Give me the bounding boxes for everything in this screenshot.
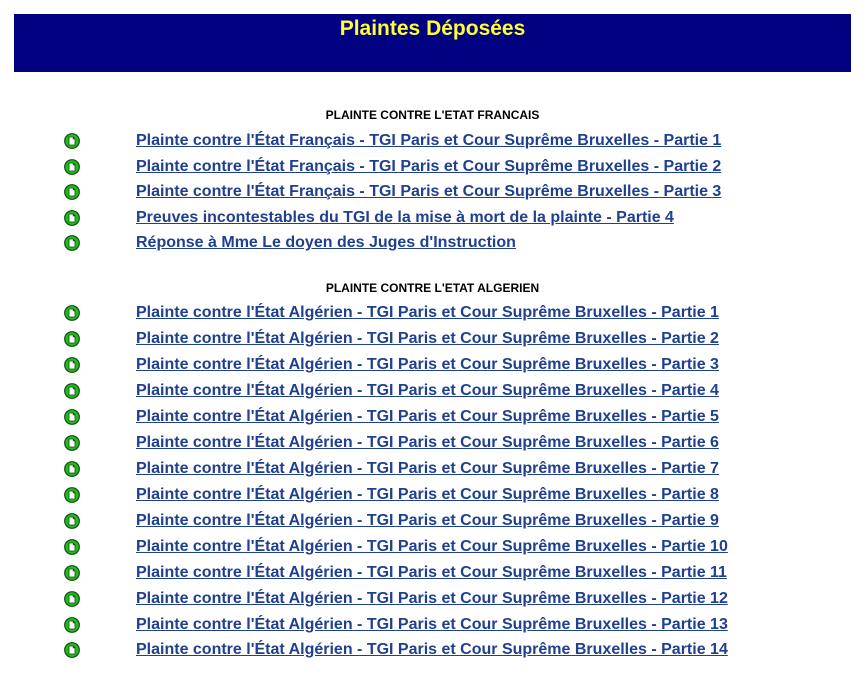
complaint-link[interactable]: Plainte contre l'État Algérien - TGI Paris et Cour Suprême Bruxelles - Partie 2 xyxy=(136,330,719,347)
complaint-link[interactable]: Plainte contre l'État Algérien - TGI Paris et Cour Suprême Bruxelles - Partie 1 xyxy=(136,304,719,321)
green-document-bullet-icon xyxy=(64,159,80,175)
list-item xyxy=(0,131,865,157)
green-document-bullet-icon xyxy=(64,331,80,347)
page-title: Plaintes Déposées xyxy=(339,17,526,40)
complaint-link[interactable]: Plainte contre l'État Algérien - TGI Paris et Cour Suprême Bruxelles - Partie 13 xyxy=(136,616,728,633)
green-document-bullet-icon xyxy=(64,305,80,321)
green-document-bullet-icon xyxy=(64,565,80,581)
green-document-bullet-icon xyxy=(64,184,80,200)
list-item xyxy=(0,459,865,485)
list-item xyxy=(0,640,865,666)
complaint-link[interactable]: Plainte contre l'État Algérien - TGI Paris et Cour Suprême Bruxelles - Partie 12 xyxy=(136,590,728,607)
complaint-link[interactable]: Plainte contre l'État Algérien - TGI Paris et Cour Suprême Bruxelles - Partie 4 xyxy=(136,382,719,399)
list-item xyxy=(0,563,865,589)
complaint-link[interactable]: Réponse à Mme Le doyen des Juges d'Instruction xyxy=(136,234,516,251)
list-item xyxy=(0,157,865,183)
list-item xyxy=(0,381,865,407)
green-document-bullet-icon xyxy=(64,383,80,399)
complaint-link[interactable]: Plainte contre l'État Algérien - TGI Paris et Cour Suprême Bruxelles - Partie 9 xyxy=(136,512,719,529)
green-document-bullet-icon xyxy=(64,591,80,607)
list-item xyxy=(0,233,865,259)
green-document-bullet-icon xyxy=(64,539,80,555)
list-item xyxy=(0,433,865,459)
header-banner xyxy=(14,14,851,72)
list-item xyxy=(0,208,865,234)
complaint-link[interactable]: Plainte contre l'État Algérien - TGI Paris et Cour Suprême Bruxelles - Partie 5 xyxy=(136,408,719,425)
complaint-link[interactable]: Plainte contre l'État Algérien - TGI Paris et Cour Suprême Bruxelles - Partie 11 xyxy=(136,564,727,581)
list-item xyxy=(0,485,865,511)
green-document-bullet-icon xyxy=(64,642,80,658)
green-document-bullet-icon xyxy=(64,513,80,529)
complaint-link[interactable]: Plainte contre l'État Algérien - TGI Paris et Cour Suprême Bruxelles - Partie 10 xyxy=(136,538,728,555)
complaint-link[interactable]: Plainte contre l'État Français - TGI Paris et Cour Suprême Bruxelles - Partie 2 xyxy=(136,158,722,175)
list-item xyxy=(0,407,865,433)
section-title: PLAINTE CONTRE L'ETAT ALGERIEN xyxy=(325,281,540,295)
green-document-bullet-icon xyxy=(64,357,80,373)
green-document-bullet-icon xyxy=(64,409,80,425)
green-document-bullet-icon xyxy=(64,133,80,149)
green-document-bullet-icon xyxy=(64,461,80,477)
list-item xyxy=(0,355,865,381)
complaint-link[interactable]: Plainte contre l'État Algérien - TGI Paris et Cour Suprême Bruxelles - Partie 3 xyxy=(136,356,719,373)
complaint-link[interactable]: Preuves incontestables du TGI de la mise à mort de la plainte - Partie 4 xyxy=(136,209,674,226)
complaint-link[interactable]: Plainte contre l'État Algérien - TGI Paris et Cour Suprême Bruxelles - Partie 7 xyxy=(136,460,719,477)
list-item xyxy=(0,182,865,208)
complaint-link[interactable]: Plainte contre l'État Français - TGI Paris et Cour Suprême Bruxelles - Partie 1 xyxy=(136,132,722,149)
green-document-bullet-icon xyxy=(64,617,80,633)
complaint-link[interactable]: Plainte contre l'État Algérien - TGI Paris et Cour Suprême Bruxelles - Partie 14 xyxy=(136,641,728,658)
list-item xyxy=(0,329,865,355)
complaint-link[interactable]: Plainte contre l'État Français - TGI Paris et Cour Suprême Bruxelles - Partie 3 xyxy=(136,183,722,200)
list-item xyxy=(0,615,865,641)
green-document-bullet-icon xyxy=(64,235,80,251)
section-title: PLAINTE CONTRE L'ETAT FRANCAIS xyxy=(325,108,540,122)
green-document-bullet-icon xyxy=(64,435,80,451)
list-item xyxy=(0,537,865,563)
list-item xyxy=(0,303,865,329)
complaint-link[interactable]: Plainte contre l'État Algérien - TGI Paris et Cour Suprême Bruxelles - Partie 6 xyxy=(136,434,719,451)
green-document-bullet-icon xyxy=(64,487,80,503)
green-document-bullet-icon xyxy=(64,210,80,226)
complaint-link[interactable]: Plainte contre l'État Algérien - TGI Paris et Cour Suprême Bruxelles - Partie 8 xyxy=(136,486,719,503)
list-item xyxy=(0,511,865,537)
list-item xyxy=(0,589,865,615)
